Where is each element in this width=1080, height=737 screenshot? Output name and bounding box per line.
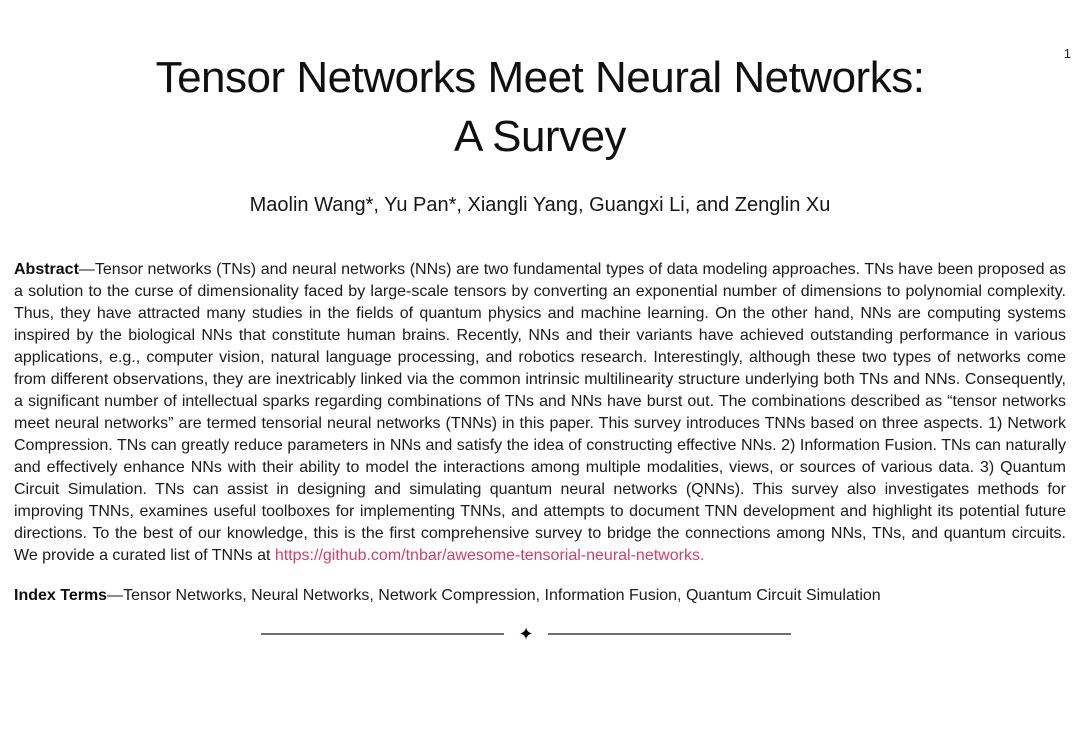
- section-divider: [0, 625, 1066, 643]
- authors-line: Maolin Wang*, Yu Pan*, Xiangli Yang, Guangxi Li, and Zenglin Xu: [249, 194, 831, 216]
- page-number: 1: [1063, 46, 1071, 61]
- index-terms-label: Index Terms: [14, 587, 108, 604]
- github-repo-link[interactable]: https://github.com/tnbar/awesome-tensorial-neural-networks.: [274, 547, 705, 564]
- four-pointed-star-icon: ✦: [518, 624, 534, 644]
- paper-title: [14, 48, 1066, 166]
- abstract-label: Abstract: [14, 261, 79, 278]
- abstract-dash: —: [78, 261, 95, 278]
- abstract-paragraph: [14, 259, 1066, 567]
- paper-title-line2: A Survey: [453, 112, 627, 161]
- paper-title-line1: Tensor Networks Meet Neural Networks:: [155, 53, 925, 102]
- abstract-column: [14, 259, 1066, 607]
- index-terms-dash: —: [107, 587, 124, 604]
- divider-right-line: [548, 633, 791, 635]
- paper-page: [0, 48, 1080, 737]
- index-terms-paragraph: [14, 585, 1066, 607]
- index-terms-text: Tensor Networks, Neural Networks, Network Compression, Information Fusion, Quantum Circuit Simulation: [123, 587, 881, 604]
- divider-left-line: [261, 633, 504, 635]
- abstract-text: Tensor networks (TNs) and neural networks (NNs) are two fundamental types of data modeling approaches. TNs have been proposed as a solution to the curse of dimensionality faced by large-scale tensors by converting an exponential number of dimensions to polynomial complexity. Thus, they have attracted many studies in the fields of quantum physics and machine learning. On the other hand, NNs are computing systems inspired by the biological NNs that constitute human brains. Recently, NNs and their variants have achieved outstanding performance in various applications, e.g., computer vision, natural language processing, and robotics research. Interestingly, although these two types of networks come from different observations, they are inextricably linked via the common intrinsic multilinearity structure underlying both TNs and NNs. Consequently, a significant number of intellectual sparks regarding combinations of TNs and NNs have burst out. The combinations described as “tensor networks meet neural networks” are termed tensorial neural networks (TNNs) in this paper. This survey introduces TNNs based on three aspects. 1) Network Compression. TNs can greatly reduce parameters in NNs and satisfy the idea of constructing effective NNs. 2) Information Fusion. TNs can naturally and effectively enhance NNs with their ability to model the interactions among multiple modalities, views, or sources of various data. 3) Quantum Circuit Simulation. TNs can assist in designing and simulating quantum neural networks (QNNs). This survey also investigates methods for improving TNNs, examines useful toolboxes for implementing TNNs, and attempts to document TNN development and highlight its potential future directions. To the best of our knowledge, this is the first comprehensive survey to bridge the connections among NNs, TNs, and quantum circuits. We provide a curated list of TNNs at: [14, 261, 1066, 564]
